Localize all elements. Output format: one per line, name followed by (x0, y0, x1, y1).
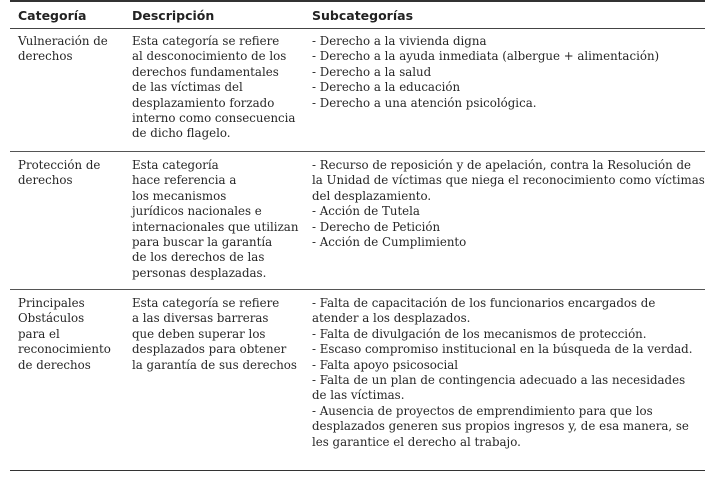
header-subcategorias: Subcategorías (312, 8, 414, 23)
description-line: Esta categoría (132, 158, 219, 172)
description-line: internacionales que utilizan (132, 219, 299, 234)
description-line: los mecanismos (132, 188, 227, 203)
category-line: Protección de (18, 158, 101, 172)
description-cell (132, 158, 304, 281)
subcategory-line: - Falta de capacitación de los funcionarios encargados de (312, 296, 656, 310)
category-line: de derechos (18, 357, 91, 372)
subcategory-line: - Acción de Cumplimiento (312, 235, 467, 250)
category-line: Obstáculos (18, 311, 85, 326)
subcategory-line: - Ausencia de proyectos de emprendimiento para que los (312, 403, 653, 418)
description-line: que deben superar los (132, 326, 266, 341)
category-line: reconocimiento (18, 342, 111, 357)
subcategory-line: - Derecho a la ayuda inmediata (albergue + alimentación) (312, 49, 660, 64)
description-line: la garantía de sus derechos (132, 357, 297, 372)
subcategory-line: - Recurso de reposición y de apelación, contra la Resolución de (312, 158, 691, 172)
category-cell (18, 34, 118, 65)
subcategory-line: - Falta de un plan de contingencia adecuado a las necesidades (312, 373, 686, 388)
row-divider (10, 151, 705, 152)
category-cell (18, 158, 118, 189)
description-line: al desconocimiento de los (132, 49, 287, 64)
table-header-rule (10, 28, 705, 29)
header-descripcion: Descripción (132, 8, 215, 23)
description-line: de los derechos de las (132, 250, 265, 265)
subcategory-line: - Derecho de Petición (312, 219, 441, 234)
row-divider (10, 289, 705, 290)
subcategory-line: la Unidad de víctimas que niega el reconocimiento como víctimas (312, 173, 705, 188)
subcategory-line: de las víctimas. (312, 388, 405, 403)
description-line: de dicho flagelo. (132, 126, 231, 141)
category-line: Vulneración de (18, 34, 108, 48)
description-line: para buscar la garantía (132, 235, 273, 250)
subcategory-line: - Falta apoyo psicosocial (312, 357, 459, 372)
subcategory-line: les garantice el derecho al trabajo. (312, 434, 521, 449)
description-line: personas desplazadas. (132, 265, 267, 280)
description-line: de las víctimas del (132, 80, 243, 95)
description-line: desplazamiento forzado (132, 95, 275, 110)
table-header-row (10, 2, 705, 27)
subcategory-line: - Escaso compromiso institucional en la búsqueda de la verdad. (312, 342, 693, 357)
category-line: derechos (18, 49, 73, 64)
description-line: interno como consecuencia (132, 111, 296, 126)
description-line: hace referencia a (132, 173, 237, 188)
category-line: Principales (18, 296, 85, 310)
subcategories-cell (312, 158, 705, 250)
category-line: derechos (18, 173, 73, 188)
subcategory-line: - Falta de divulgación de los mecanismos de protección. (312, 326, 647, 341)
subcategory-line: atender a los desplazados. (312, 311, 471, 326)
subcategory-line: del desplazamiento. (312, 188, 432, 203)
subcategories-cell (312, 296, 700, 450)
subcategory-line: - Derecho a la educación (312, 80, 461, 95)
description-cell (132, 296, 304, 373)
description-line: jurídicos nacionales e (132, 204, 262, 219)
subcategory-line: desplazados generen sus propios ingresos y, de esa manera, se (312, 419, 689, 434)
category-line: para el (18, 326, 60, 341)
description-line: Esta categoría se refiere (132, 296, 280, 310)
subcategory-line: - Derecho a la vivienda digna (312, 34, 487, 48)
subcategory-line: - Derecho a la salud (312, 64, 432, 79)
category-cell (18, 296, 118, 373)
description-line: derechos fundamentales (132, 64, 279, 79)
table-bottom-rule (10, 470, 705, 471)
subcategories-cell (312, 34, 700, 111)
description-line: desplazados para obtener (132, 342, 287, 357)
description-line: Esta categoría se refiere (132, 34, 280, 48)
description-cell (132, 34, 304, 142)
subcategory-line: - Derecho a una atención psicológica. (312, 95, 537, 110)
header-categoria: Categoría (18, 8, 87, 23)
subcategory-line: - Acción de Tutela (312, 204, 420, 219)
description-line: a las diversas barreras (132, 311, 269, 326)
